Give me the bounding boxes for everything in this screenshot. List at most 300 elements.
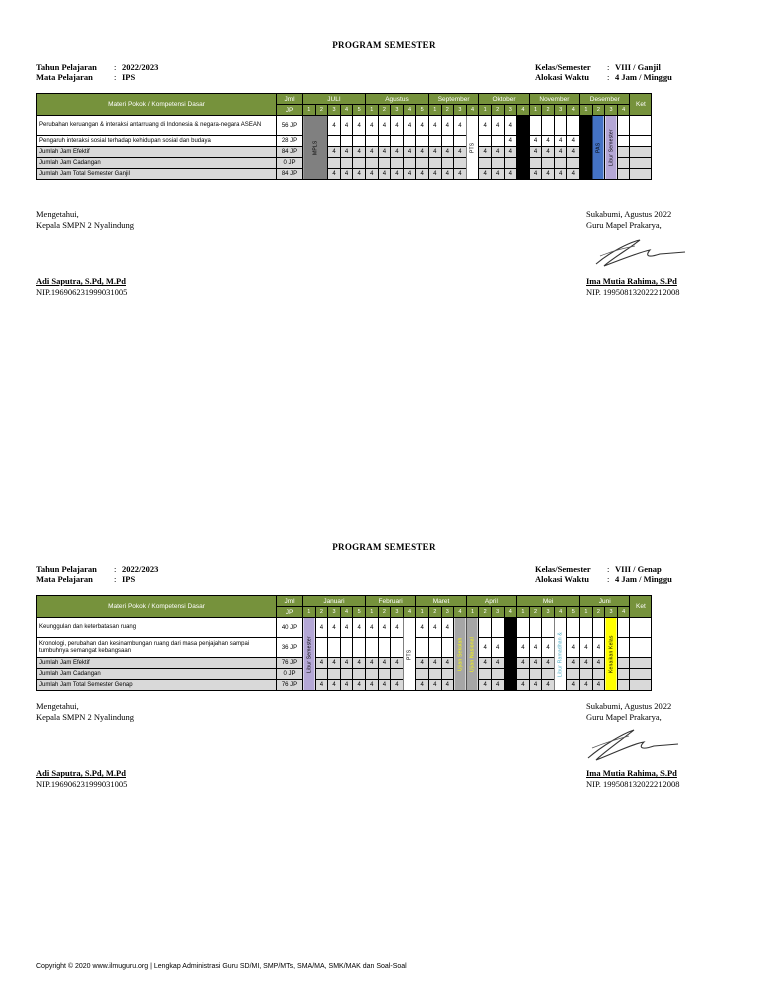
header-week: 2 [592,105,605,116]
empty-cell [454,136,467,147]
header-week: 4 [617,105,630,116]
jp-mark: 4 [567,658,580,669]
jp-mark: 4 [416,147,429,158]
header-week: 1 [517,607,530,618]
page-title: PROGRAM SEMESTER [332,40,436,50]
holiday-cell [517,158,530,169]
jp-mark: 4 [416,618,429,638]
jp-mark: 4 [567,169,580,180]
holiday-cell [517,147,530,158]
holiday-cell [504,658,517,669]
header-week: 3 [328,607,341,618]
empty-cell [504,158,517,169]
header-week: 3 [542,607,555,618]
tahun-value: 2022/2023 [122,564,159,574]
jp-mark: 4 [365,169,378,180]
empty-cell [542,669,555,680]
header-materi: Materi Pokok / Kompetensi Dasar [37,94,277,116]
empty-cell [340,136,353,147]
empty-cell [517,669,530,680]
empty-cell [542,158,555,169]
jp-mark: 4 [353,116,366,136]
jp-mark: 4 [504,116,517,136]
mengetahui-text: Mengetahui, [36,209,79,219]
jp-cell: 0 JP [277,158,303,169]
schedule-table-ganjil [36,93,652,180]
empty-cell [391,158,404,169]
jp-mark: 4 [365,147,378,158]
jp-mark: 4 [592,680,605,691]
header-week: 4 [454,607,467,618]
jp-mark: 4 [340,116,353,136]
jp-cell: 84 JP [277,169,303,180]
materi-cell: Kronologi, perubahan dan kesinambungan ruang dari masa penjajahan sampai tumbuhnya semangat kebangsaan [37,638,277,658]
header-jml: Jml [277,94,303,105]
empty-cell [378,136,391,147]
jp-cell: 0 JP [277,669,303,680]
mapel-label: Mata Pelajaran [36,574,93,584]
header-ket: Ket [630,94,652,116]
empty-cell [403,136,416,147]
empty-cell [479,136,492,147]
jp-mark: 4 [491,638,504,658]
holiday-cell [580,147,593,158]
holiday-cell [580,158,593,169]
materi-cell: Perubahan keruangan & interaksi antarruang di Indonesia & negara-negara ASEAN [37,116,277,136]
kelas-label: Kelas/Semester [535,564,591,574]
table-row [37,147,652,158]
ket-cell [630,638,652,658]
header-week: 1 [365,607,378,618]
mapel-value: IPS [122,574,136,584]
header-week: 1 [365,105,378,116]
empty-cell [340,638,353,658]
empty-cell [592,618,605,638]
empty-cell [365,669,378,680]
holiday-cell [580,116,593,136]
empty-cell [617,136,630,147]
jp-mark: 4 [454,147,467,158]
empty-cell [479,158,492,169]
empty-cell [378,638,391,658]
jp-mark: 4 [428,658,441,669]
jp-mark: 4 [529,136,542,147]
header-week: 1 [303,607,316,618]
header-materi: Materi Pokok / Kompetensi Dasar [37,596,277,618]
jp-mark: 4 [416,658,429,669]
jp-cell: 40 JP [277,618,303,638]
jp-mark: 4 [378,169,391,180]
jp-mark: 4 [428,116,441,136]
header-week: 2 [529,607,542,618]
empty-cell [378,669,391,680]
jp-mark: 4 [378,147,391,158]
empty-cell [353,158,366,169]
header-month: April [466,596,516,607]
header-jml: Jml [277,596,303,607]
jp-mark: 4 [340,147,353,158]
jp-cell: 36 JP [277,638,303,658]
empty-cell [617,169,630,180]
alokasi-value: 4 Jam / Minggu [615,574,672,584]
jp-mark: 4 [479,680,492,691]
kelas-value: VIII / Ganjil [615,62,661,72]
header-month: Desember [580,94,630,105]
empty-cell [315,669,328,680]
materi-cell: Jumlah Jam Efektif [37,147,277,158]
jp-mark: 4 [504,147,517,158]
jp-mark: 4 [391,169,404,180]
ket-cell [630,136,652,147]
jp-mark: 4 [529,658,542,669]
header-jp: JP [277,607,303,618]
alokasi-value: 4 Jam / Minggu [615,72,672,82]
jp-mark: 4 [441,618,454,638]
jp-mark: 4 [328,169,341,180]
table-row [37,158,652,169]
jp-cell: 28 JP [277,136,303,147]
jp-mark: 4 [365,618,378,638]
guru-name: Ima Mutia Rahima, S.Pd [586,276,677,286]
empty-cell [428,158,441,169]
empty-cell [529,669,542,680]
ujian-sekolah-cell: Ujian Sekolah [454,618,467,691]
header-week: 4 [617,607,630,618]
empty-cell [340,158,353,169]
jp-mark: 4 [441,169,454,180]
empty-cell [365,638,378,658]
mpls-cell: MPLS [303,116,328,180]
alokasi-label: Alokasi Waktu [535,574,589,584]
jp-mark: 4 [416,116,429,136]
jp-mark: 4 [315,680,328,691]
signature-image [590,234,690,274]
ramadhan-cell: Libur Ramadhan & [554,618,567,691]
header-week: 5 [416,105,429,116]
jp-mark: 4 [353,169,366,180]
header-week: 2 [428,607,441,618]
jp-mark: 4 [567,680,580,691]
empty-cell [403,158,416,169]
jp-cell: 76 JP [277,658,303,669]
ket-cell [630,618,652,638]
jp-mark: 4 [441,680,454,691]
ket-cell [630,158,652,169]
jp-mark: 4 [567,136,580,147]
jp-mark: 4 [491,116,504,136]
jp-mark: 4 [353,680,366,691]
libur-cell: Libur Semester [303,618,316,691]
jp-mark: 4 [353,147,366,158]
empty-cell [592,669,605,680]
header-week: 4 [504,607,517,618]
jp-mark: 4 [517,638,530,658]
jp-mark: 4 [517,680,530,691]
empty-cell [517,618,530,638]
kepala-name: Adi Saputra, S.Pd, M.Pd [36,768,126,778]
empty-cell [328,638,341,658]
pts-cell: PTS [466,116,479,180]
empty-cell [542,618,555,638]
jp-mark: 4 [391,147,404,158]
materi-cell: Keunggulan dan keterbatasan ruang [37,618,277,638]
header-week: 2 [491,105,504,116]
holiday-cell [504,638,517,658]
header-week: 2 [378,607,391,618]
empty-cell [441,638,454,658]
empty-cell [328,158,341,169]
empty-cell [441,669,454,680]
tahun-label: Tahun Pelajaran [36,564,97,574]
holiday-cell [517,116,530,136]
jp-mark: 4 [428,680,441,691]
materi-cell: Jumlah Jam Total Semester Genap [37,680,277,691]
empty-cell [365,158,378,169]
alokasi-label: Alokasi Waktu [535,72,589,82]
header-month: Januari [303,596,366,607]
empty-cell [416,158,429,169]
header-week: 4 [517,105,530,116]
table-row [37,169,652,180]
jp-mark: 4 [441,658,454,669]
info-left: Tahun Pelajaran : 2022/2023 Mata Pelajaran : IPS [36,564,159,584]
jp-mark: 4 [353,658,366,669]
jp-mark: 4 [479,638,492,658]
info-right: Kelas/Semester : VIII / Genap Alokasi Waktu : 4 Jam / Minggu [535,564,672,584]
jp-mark: 4 [542,169,555,180]
empty-cell [391,638,404,658]
empty-cell [365,136,378,147]
materi-cell: Jumlah Jam Cadangan [37,669,277,680]
kenaikan-cell: Kenaikan Kelas [605,618,618,691]
jp-mark: 4 [504,169,517,180]
jp-mark: 4 [580,680,593,691]
copyright-footer: Copyright © 2020 www.ilmuguru.org | Lengkap Administrasi Guru SD/MI, SMP/MTs, SMA/MA, SMK/MAK dan Soal-Soal [36,963,407,970]
jp-mark: 4 [517,658,530,669]
mapel-label: Mata Pelajaran [36,72,93,82]
kepala-nip: NIP.196906231999031005 [36,287,128,297]
empty-cell [353,669,366,680]
header-week: 1 [303,105,316,116]
empty-cell [353,638,366,658]
signature-kepala [36,701,134,790]
empty-cell [617,658,630,669]
jp-cell: 76 JP [277,680,303,691]
jp-mark: 4 [554,136,567,147]
jp-mark: 4 [542,658,555,669]
empty-cell [428,638,441,658]
jp-mark: 4 [391,618,404,638]
empty-cell [529,618,542,638]
jp-mark: 4 [479,658,492,669]
empty-cell [428,136,441,147]
empty-cell [391,669,404,680]
jp-mark: 4 [403,116,416,136]
semester-genap-section [0,502,768,952]
empty-cell [617,669,630,680]
guru-role: Guru Mapel Prakarya, [586,220,662,230]
jp-mark: 4 [529,638,542,658]
empty-cell [529,116,542,136]
header-month: September [428,94,478,105]
header-week: 2 [592,607,605,618]
ket-cell [630,169,652,180]
materi-cell: Pengaruh interaksi sosial terhadap kehidupan sosial dan budaya [37,136,277,147]
jp-mark: 4 [391,658,404,669]
page-title: PROGRAM SEMESTER [332,542,436,552]
empty-cell [378,158,391,169]
holiday-cell [517,136,530,147]
jp-mark: 4 [416,169,429,180]
jp-cell: 84 JP [277,147,303,158]
kepala-role: Kepala SMPN 2 Nyalindung [36,712,134,722]
empty-cell [441,158,454,169]
jp-mark: 4 [554,147,567,158]
header-week: 3 [441,607,454,618]
holiday-cell [504,669,517,680]
header-week: 4 [567,105,580,116]
header-week: 3 [454,105,467,116]
jp-mark: 4 [365,680,378,691]
mapel-value: IPS [122,72,136,82]
jp-mark: 4 [428,147,441,158]
header-week: 3 [605,607,618,618]
header-week: 3 [605,105,618,116]
jp-mark: 4 [328,658,341,669]
libur-cell: Libur Semester [605,116,618,180]
ket-cell [630,147,652,158]
semester-ganjil-section [0,0,768,500]
jp-mark: 4 [479,169,492,180]
materi-cell: Jumlah Jam Efektif [37,658,277,669]
header-week: 2 [441,105,454,116]
header-week: 2 [542,105,555,116]
pas-cell: PAS [592,116,605,180]
kelas-value: VIII / Genap [615,564,662,574]
jp-mark: 4 [328,116,341,136]
empty-cell [529,158,542,169]
empty-cell [617,116,630,136]
guru-nip: NIP. 199508132022212008 [586,287,680,297]
jp-mark: 4 [529,147,542,158]
empty-cell [454,158,467,169]
jp-mark: 4 [315,618,328,638]
jp-mark: 4 [542,136,555,147]
signature-image [582,724,682,768]
jp-mark: 4 [378,680,391,691]
empty-cell [567,116,580,136]
jp-cell: 56 JP [277,116,303,136]
jp-mark: 4 [454,169,467,180]
header-week: 1 [466,607,479,618]
empty-cell [328,136,341,147]
empty-cell [580,618,593,638]
jp-mark: 4 [428,169,441,180]
header-week: 5 [567,607,580,618]
empty-cell [567,618,580,638]
empty-cell [428,669,441,680]
empty-cell [315,638,328,658]
schedule-table-genap [36,595,652,691]
materi-cell: Jumlah Jam Cadangan [37,158,277,169]
empty-cell [353,136,366,147]
jp-mark: 4 [567,147,580,158]
guru-name: Ima Mutia Rahima, S.Pd [586,768,677,778]
jp-mark: 4 [353,618,366,638]
empty-cell [328,669,341,680]
jp-mark: 4 [491,658,504,669]
signature-kepala [36,209,134,298]
holiday-cell [580,169,593,180]
empty-cell [617,618,630,638]
header-week: 3 [391,105,404,116]
header-week: 1 [479,105,492,116]
jp-mark: 4 [328,618,341,638]
jp-mark: 4 [403,147,416,158]
jp-mark: 4 [504,136,517,147]
holiday-cell [504,680,517,691]
header-week: 4 [403,105,416,116]
header-month: Oktober [479,94,529,105]
header-month: JULI [303,94,366,105]
jp-mark: 4 [340,169,353,180]
ket-cell [630,669,652,680]
empty-cell [416,638,429,658]
kelas-label: Kelas/Semester [535,62,591,72]
header-week: 1 [580,105,593,116]
jp-mark: 4 [315,658,328,669]
empty-cell [416,669,429,680]
empty-cell [617,158,630,169]
jp-mark: 4 [328,147,341,158]
header-week: 4 [340,607,353,618]
empty-cell [491,669,504,680]
jp-mark: 4 [567,638,580,658]
header-week: 4 [554,607,567,618]
header-month: Agustus [365,94,428,105]
empty-cell [491,618,504,638]
jp-mark: 4 [403,169,416,180]
empty-cell [479,618,492,638]
jp-mark: 4 [416,680,429,691]
guru-role: Guru Mapel Prakarya, [586,712,662,722]
jp-mark: 4 [592,638,605,658]
empty-cell [567,669,580,680]
header-week: 2 [315,607,328,618]
empty-cell [567,158,580,169]
header-jp: JP [277,105,303,116]
empty-cell [617,680,630,691]
header-month: Februari [365,596,415,607]
jp-mark: 4 [378,658,391,669]
info-left: Tahun Pelajaran : 2022/2023 Mata Pelajaran : IPS [36,62,159,82]
jp-mark: 4 [542,638,555,658]
jp-mark: 4 [340,680,353,691]
kepala-name: Adi Saputra, S.Pd, M.Pd [36,276,126,286]
place-date: Sukabumi, Agustus 2022 [586,701,672,711]
jp-mark: 4 [491,147,504,158]
jp-mark: 4 [479,116,492,136]
header-week: 1 [428,105,441,116]
jp-mark: 4 [378,618,391,638]
info-right: Kelas/Semester : VIII / Ganjil Alokasi Waktu : 4 Jam / Minggu [535,62,672,82]
header-week: 2 [315,105,328,116]
header-week: 2 [378,105,391,116]
holiday-cell [517,169,530,180]
empty-cell [441,136,454,147]
header-week: 1 [580,607,593,618]
header-week: 3 [491,607,504,618]
